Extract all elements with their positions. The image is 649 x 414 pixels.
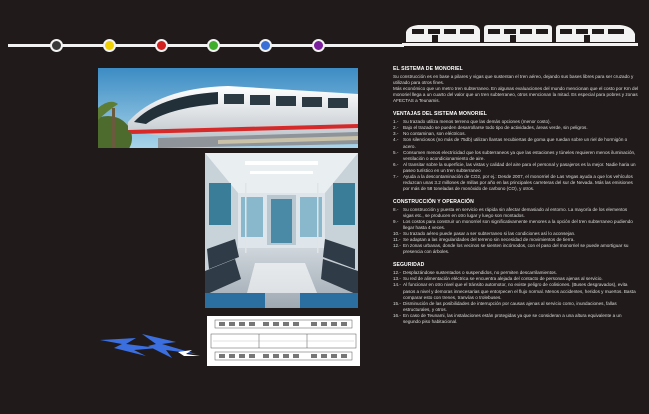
item-text: Los costos para construir un monorriel son significativamente menores a la opción del tren subterraneo pudiendo llegar hasta 4 veces. xyxy=(403,219,633,231)
train-floor-plan-drawing xyxy=(207,316,360,366)
item-text: Al transitar sobre la superficie, las vistas y calidad del aire para el personal y pasajeros es la mejor. Nadie haria un paseo turístico en un tren subterraneo xyxy=(403,161,636,173)
item-number: 15.- xyxy=(393,300,401,306)
list-item xyxy=(393,174,639,192)
description-text-column xyxy=(393,66,639,332)
item-text: Su trazado aéreo puede pasar a ser subterraneo si las condiciones así lo aconsejan. xyxy=(403,231,576,237)
list-item xyxy=(393,301,639,313)
item-text: Su trazado utiliza menos terreno que las demás opciones (menor costo). xyxy=(403,119,551,125)
item-number: 8.- xyxy=(393,206,399,212)
item-number: 9.- xyxy=(393,219,399,225)
item-text: Son silenciosos (no más de 75db) utilizan llantas recubiertas de goma que ruedan sobre un riel de hormigón o acero. xyxy=(403,137,628,149)
item-number: 6.- xyxy=(393,161,399,167)
item-number: 7.- xyxy=(393,173,399,179)
item-number: 4.- xyxy=(393,137,399,143)
list-item xyxy=(393,282,639,300)
item-text: En zonas urbanas, donde los vecinos se sienten incómodos, con el paso del monorriel se puede amortiguar su presencia con árboles. xyxy=(403,243,629,255)
item-text: Su red de alimentación eléctrica se encuentra alejada del contacto de personas ajenas al servicio. xyxy=(403,276,603,282)
item-number: 16.- xyxy=(393,312,401,318)
section-seguridad xyxy=(393,262,639,324)
station-dot-red xyxy=(155,39,168,52)
section-construccion xyxy=(393,199,639,255)
monorail-exterior-photo xyxy=(98,68,358,148)
paragraph: Su construcción es en base a pilares y vigas que sustentan el tren aéreo, dejando sus bases libres para ser cruzado y utilizado para otros fines. xyxy=(393,74,634,86)
item-number: 10.- xyxy=(393,231,401,237)
station-dot-purple xyxy=(312,39,325,52)
item-text: Ayuda a la descontaminación de CO2, por ej.: Desde 2007, el monorriel de Las Vegas ayuda a que los vehículos reduzcan unas 3.2 millones de millas por año en las principales carreteras del sur de Nevada. Más las emisiones por más de 58 toneladas de monóxido de carbono (CO), y otros. xyxy=(403,173,633,191)
item-number: 13.- xyxy=(393,276,401,282)
item-number: 3.- xyxy=(393,131,399,137)
list-item xyxy=(393,243,639,255)
route-line xyxy=(8,44,404,47)
section-title: EL SISTEMA DE MONORIEL xyxy=(393,66,463,72)
monorail-interior-photo xyxy=(205,153,358,308)
item-number: 5.- xyxy=(393,149,399,155)
item-number: 2.- xyxy=(393,125,399,131)
item-number: 12.- xyxy=(393,243,401,249)
section-ventajas xyxy=(393,111,639,192)
list-item xyxy=(393,137,639,149)
station-dot-blue xyxy=(259,39,272,52)
list-item xyxy=(393,313,639,325)
station-dot-gray xyxy=(50,39,63,52)
station-dot-green xyxy=(207,39,220,52)
lightning-shapes-icon xyxy=(96,326,206,362)
monorail-train-icon xyxy=(402,20,638,52)
item-number: 1.- xyxy=(393,119,399,125)
list-item xyxy=(393,219,639,231)
item-number: 12.- xyxy=(393,270,401,276)
paragraph: Más económico que un metro tren subterraneo. En algunas evaluaciones del mundo mencionan que el costo por Km del monoriel llega a un cuarto del valor que un tren subterraneo, otros mencionan la mitad. Es especial para pobres y zonas AFECTAS a Teunamis. xyxy=(393,86,639,104)
item-text: Bajo el trazado se pueden desarrollarse todo tipo de actividades, áreas verde, sin peligros. xyxy=(403,125,588,131)
item-number: 11.- xyxy=(393,237,401,243)
list-item xyxy=(393,150,639,162)
item-text: No contaminan, son eléctricos. xyxy=(403,131,466,137)
item-text: Su construcción y puesta en servicio es rápida sin afectar demasiado al entorno. La mayoría de los elementos vigas etc., se producen en otro lugar y luego son montados. xyxy=(403,206,628,218)
section-sistema xyxy=(393,66,639,104)
item-number: 14.- xyxy=(393,282,401,288)
item-text: Al funcionar en otro nivel que el tránsito automotor, no existe peligro de colisiones. (Buses desgravados), evita pasos a nivel y demoras innecesarias que entorpecen el flujo normal. Menos accidentes, heridos y muertos. Basta comparar esto con trenes, tranvías o trolebuses. xyxy=(403,282,636,300)
section-title: SEGURIDAD xyxy=(393,262,425,269)
list-item xyxy=(393,162,639,174)
item-text: Disminución de las posibilidades de interrupción por causas ajenas al servicio como, inundaciones, fallas estructurales, y otros. xyxy=(403,300,617,312)
list-item xyxy=(393,207,639,219)
item-text: Se adaptan a las irregularidades del terreno sin necesidad de movimientos de tierra. xyxy=(403,237,575,243)
section-title: CONSTRUCCIÓN Y OPERACIÓN xyxy=(393,198,474,205)
section-title: VENTAJAS DEL SISTEMA MONORIEL xyxy=(393,111,487,118)
item-text: En caso de Teunami, las instalaciones están protegidas ya que se consideran a una altura equivalente a un segundo piso habitacional. xyxy=(403,312,622,324)
item-text: Desplazándose sustentados o suspendidos, no permiten descarrilamientos. xyxy=(403,270,557,276)
station-dot-yellow xyxy=(103,39,116,52)
item-text: Consumen menos electricidad que los subterraneos ya que las estaciones y túneles requieren menos iluminación, ventilación o acondicionamiento de aire. xyxy=(403,149,636,161)
